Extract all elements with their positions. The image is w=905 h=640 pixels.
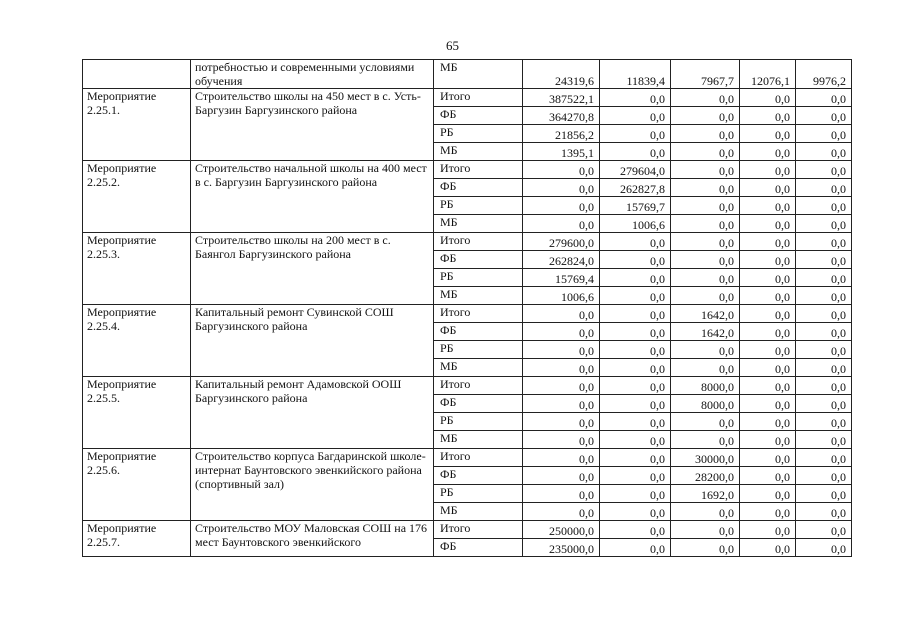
amount-cell: 0,0: [600, 467, 671, 485]
funding-source-cell: МБ: [434, 60, 523, 89]
funding-source-cell: Итого: [434, 521, 523, 539]
amount-cell: 0,0: [796, 143, 852, 161]
activity-code-cell: Мероприятие 2.25.1.: [83, 89, 191, 161]
amount-cell: 0,0: [796, 125, 852, 143]
amount-cell: 235000,0: [523, 539, 600, 557]
amount-cell: 0,0: [740, 179, 796, 197]
amount-cell: 0,0: [600, 485, 671, 503]
amount-cell: 0,0: [600, 395, 671, 413]
amount-cell: 0,0: [740, 323, 796, 341]
funding-source-cell: Итого: [434, 305, 523, 323]
amount-cell: 0,0: [796, 323, 852, 341]
funding-source-cell: МБ: [434, 287, 523, 305]
amount-cell: 0,0: [600, 539, 671, 557]
amount-cell: 0,0: [600, 503, 671, 521]
amount-cell: 0,0: [740, 305, 796, 323]
amount-cell: 8000,0: [671, 395, 740, 413]
amount-cell: 0,0: [740, 449, 796, 467]
amount-cell: 0,0: [600, 305, 671, 323]
amount-cell: 0,0: [796, 251, 852, 269]
amount-cell: 0,0: [523, 341, 600, 359]
amount-cell: 0,0: [740, 485, 796, 503]
amount-cell: 0,0: [740, 215, 796, 233]
amount-cell: 0,0: [523, 431, 600, 449]
amount-cell: 15769,4: [523, 269, 600, 287]
amount-cell: 0,0: [523, 377, 600, 395]
amount-cell: 0,0: [600, 89, 671, 107]
funding-source-cell: РБ: [434, 413, 523, 431]
amount-cell: 0,0: [796, 89, 852, 107]
amount-cell: 0,0: [671, 107, 740, 125]
amount-cell: 0,0: [523, 449, 600, 467]
amount-cell: 0,0: [671, 413, 740, 431]
amount-cell: 0,0: [796, 413, 852, 431]
table-row: [83, 377, 852, 395]
amount-cell: 0,0: [796, 269, 852, 287]
amount-cell: 0,0: [796, 359, 852, 377]
funding-source-cell: РБ: [434, 341, 523, 359]
funding-source-cell: ФБ: [434, 395, 523, 413]
amount-cell: 0,0: [671, 197, 740, 215]
funding-source-cell: МБ: [434, 503, 523, 521]
amount-cell: 0,0: [796, 521, 852, 539]
activity-name-cell: Строительство школы на 200 мест в с. Баянгол Баргузинского района: [191, 233, 434, 305]
amount-cell: 0,0: [740, 395, 796, 413]
amount-cell: 0,0: [600, 449, 671, 467]
activity-name-cell: Капитальный ремонт Адамовской ООШ Баргузинского района: [191, 377, 434, 449]
amount-cell: 0,0: [740, 161, 796, 179]
amount-cell: 0,0: [740, 287, 796, 305]
amount-cell: 0,0: [796, 161, 852, 179]
amount-cell: 262824,0: [523, 251, 600, 269]
amount-cell: 0,0: [740, 197, 796, 215]
amount-cell: 0,0: [796, 449, 852, 467]
funding-source-cell: МБ: [434, 143, 523, 161]
amount-cell: 0,0: [671, 359, 740, 377]
amount-cell: 28200,0: [671, 467, 740, 485]
funding-source-cell: ФБ: [434, 179, 523, 197]
amount-cell: 1692,0: [671, 485, 740, 503]
amount-cell: 0,0: [600, 269, 671, 287]
amount-cell: 0,0: [671, 539, 740, 557]
amount-cell: 0,0: [796, 539, 852, 557]
funding-source-cell: Итого: [434, 377, 523, 395]
table-row: [83, 449, 852, 467]
amount-cell: 8000,0: [671, 377, 740, 395]
amount-cell: 0,0: [740, 125, 796, 143]
amount-cell: 0,0: [740, 521, 796, 539]
amount-cell: 0,0: [600, 143, 671, 161]
amount-cell: 15769,7: [600, 197, 671, 215]
amount-cell: 0,0: [740, 341, 796, 359]
amount-cell: 0,0: [671, 233, 740, 251]
amount-cell: 0,0: [740, 89, 796, 107]
amount-cell: 0,0: [523, 305, 600, 323]
amount-cell: 0,0: [523, 485, 600, 503]
amount-cell: 0,0: [740, 143, 796, 161]
amount-cell: 0,0: [523, 323, 600, 341]
amount-cell: 0,0: [600, 359, 671, 377]
activity-name-cell: Строительство начальной школы на 400 мест в с. Баргузин Баргузинского района: [191, 161, 434, 233]
amount-cell: 0,0: [600, 323, 671, 341]
amount-cell: 0,0: [796, 233, 852, 251]
amount-cell: 0,0: [671, 521, 740, 539]
amount-cell: 0,0: [600, 107, 671, 125]
funding-source-cell: ФБ: [434, 323, 523, 341]
amount-cell: 0,0: [740, 269, 796, 287]
amount-cell: 0,0: [796, 287, 852, 305]
amount-cell: 11839,4: [600, 60, 671, 89]
amount-cell: 0,0: [600, 125, 671, 143]
amount-cell: 0,0: [671, 287, 740, 305]
amount-cell: 0,0: [600, 341, 671, 359]
activity-code-cell: [83, 60, 191, 89]
amount-cell: 1642,0: [671, 323, 740, 341]
funding-source-cell: ФБ: [434, 107, 523, 125]
amount-cell: 0,0: [671, 251, 740, 269]
amount-cell: 0,0: [796, 395, 852, 413]
amount-cell: 262827,8: [600, 179, 671, 197]
amount-cell: 250000,0: [523, 521, 600, 539]
amount-cell: 364270,8: [523, 107, 600, 125]
amount-cell: 0,0: [740, 539, 796, 557]
amount-cell: 0,0: [796, 485, 852, 503]
activity-code-cell: Мероприятие 2.25.4.: [83, 305, 191, 377]
amount-cell: 0,0: [740, 107, 796, 125]
amount-cell: 387522,1: [523, 89, 600, 107]
funding-source-cell: МБ: [434, 359, 523, 377]
table-row: [83, 233, 852, 251]
funding-source-cell: РБ: [434, 125, 523, 143]
amount-cell: 0,0: [523, 467, 600, 485]
funding-source-cell: ФБ: [434, 467, 523, 485]
activity-name-cell: потребностью и современными условиями обучения: [191, 60, 434, 89]
amount-cell: 0,0: [523, 197, 600, 215]
amount-cell: 12076,1: [740, 60, 796, 89]
amount-cell: 30000,0: [671, 449, 740, 467]
activity-name-cell: Строительство МОУ Маловская СОШ на 176 мест Баунтовского эвенкийского: [191, 521, 434, 557]
amount-cell: 0,0: [796, 215, 852, 233]
amount-cell: 0,0: [523, 413, 600, 431]
table-row: [83, 60, 852, 89]
amount-cell: 0,0: [796, 377, 852, 395]
amount-cell: 7967,7: [671, 60, 740, 89]
amount-cell: 1006,6: [600, 215, 671, 233]
amount-cell: 0,0: [671, 161, 740, 179]
amount-cell: 24319,6: [523, 60, 600, 89]
amount-cell: 0,0: [600, 287, 671, 305]
page-number: 65: [446, 38, 459, 53]
amount-cell: 0,0: [740, 413, 796, 431]
funding-source-cell: Итого: [434, 233, 523, 251]
funding-source-cell: Итого: [434, 89, 523, 107]
amount-cell: 0,0: [740, 503, 796, 521]
amount-cell: 0,0: [740, 467, 796, 485]
amount-cell: 0,0: [671, 269, 740, 287]
table-row: [83, 521, 852, 539]
amount-cell: 0,0: [600, 413, 671, 431]
amount-cell: 0,0: [671, 143, 740, 161]
amount-cell: 1006,6: [523, 287, 600, 305]
funding-source-cell: Итого: [434, 449, 523, 467]
amount-cell: 0,0: [600, 233, 671, 251]
activity-code-cell: Мероприятие 2.25.7.: [83, 521, 191, 557]
amount-cell: 0,0: [740, 377, 796, 395]
amount-cell: 0,0: [671, 341, 740, 359]
amount-cell: 0,0: [796, 107, 852, 125]
amount-cell: 1395,1: [523, 143, 600, 161]
amount-cell: 0,0: [796, 305, 852, 323]
amount-cell: 0,0: [740, 359, 796, 377]
amount-cell: 0,0: [671, 179, 740, 197]
funding-source-cell: РБ: [434, 485, 523, 503]
activity-code-cell: Мероприятие 2.25.2.: [83, 161, 191, 233]
funding-source-cell: РБ: [434, 269, 523, 287]
activity-code-cell: Мероприятие 2.25.3.: [83, 233, 191, 305]
amount-cell: 1642,0: [671, 305, 740, 323]
funding-source-cell: Итого: [434, 161, 523, 179]
amount-cell: 0,0: [796, 179, 852, 197]
amount-cell: 0,0: [671, 125, 740, 143]
activity-name-cell: Строительство корпуса Багдаринской школе-интернат Баунтовского эвенкийского района (спортивный зал): [191, 449, 434, 521]
amount-cell: 0,0: [523, 395, 600, 413]
funding-source-cell: РБ: [434, 197, 523, 215]
amount-cell: 0,0: [796, 431, 852, 449]
amount-cell: 9976,2: [796, 60, 852, 89]
amount-cell: 279604,0: [600, 161, 671, 179]
amount-cell: 0,0: [796, 197, 852, 215]
amount-cell: 0,0: [740, 431, 796, 449]
amount-cell: 0,0: [600, 521, 671, 539]
amount-cell: 0,0: [796, 503, 852, 521]
amount-cell: 0,0: [523, 179, 600, 197]
amount-cell: 0,0: [523, 503, 600, 521]
amount-cell: 21856,2: [523, 125, 600, 143]
amount-cell: 0,0: [600, 377, 671, 395]
funding-source-cell: МБ: [434, 431, 523, 449]
activity-code-cell: Мероприятие 2.25.5.: [83, 377, 191, 449]
funding-source-cell: ФБ: [434, 539, 523, 557]
amount-cell: 0,0: [671, 89, 740, 107]
funding-source-cell: МБ: [434, 215, 523, 233]
amount-cell: 0,0: [600, 431, 671, 449]
activity-name-cell: Строительство школы на 450 мест в с. Усть-Баргузин Баргузинского района: [191, 89, 434, 161]
table-row: [83, 305, 852, 323]
activity-code-cell: Мероприятие 2.25.6.: [83, 449, 191, 521]
amount-cell: 0,0: [671, 503, 740, 521]
amount-cell: 0,0: [740, 233, 796, 251]
budget-table: [82, 59, 852, 557]
amount-cell: 279600,0: [523, 233, 600, 251]
activity-name-cell: Капитальный ремонт Сувинской СОШ Баргузинского района: [191, 305, 434, 377]
amount-cell: 0,0: [600, 251, 671, 269]
amount-cell: 0,0: [740, 251, 796, 269]
amount-cell: 0,0: [523, 215, 600, 233]
amount-cell: 0,0: [796, 467, 852, 485]
amount-cell: 0,0: [796, 341, 852, 359]
table-row: [83, 89, 852, 107]
table-row: [83, 161, 852, 179]
table-body: [83, 60, 852, 557]
amount-cell: 0,0: [671, 215, 740, 233]
amount-cell: 0,0: [671, 431, 740, 449]
funding-source-cell: ФБ: [434, 251, 523, 269]
amount-cell: 0,0: [523, 161, 600, 179]
amount-cell: 0,0: [523, 359, 600, 377]
